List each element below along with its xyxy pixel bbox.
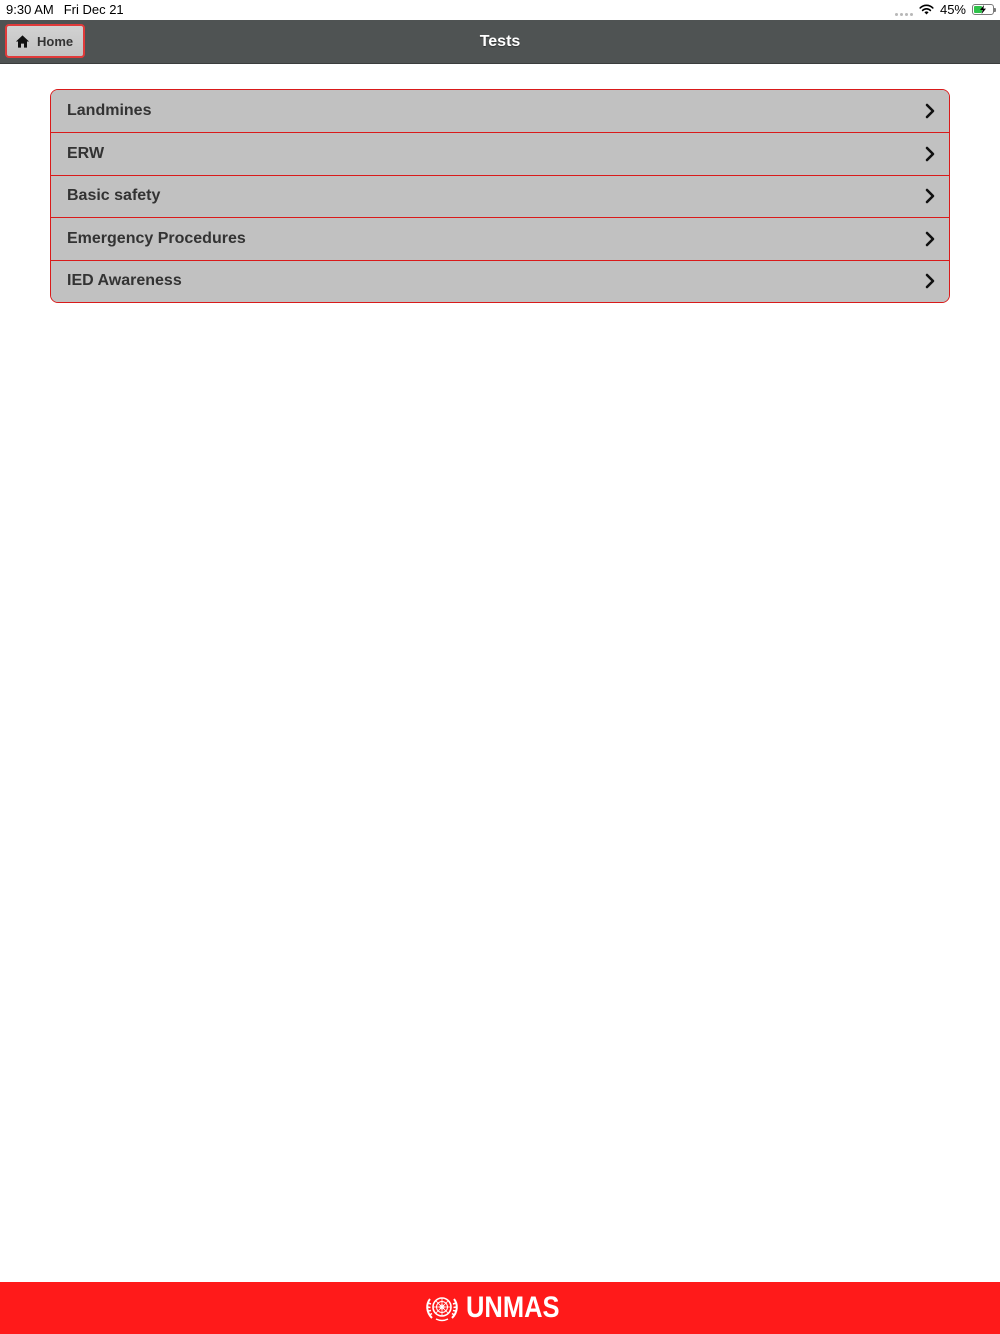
list-item-label: Emergency Procedures xyxy=(67,229,246,247)
status-time: 9:30 AM xyxy=(6,2,54,17)
battery-percent: 45% xyxy=(939,2,966,17)
unmas-logo-text: UNMAS xyxy=(466,1291,560,1324)
chevron-right-icon xyxy=(925,231,935,247)
footer-banner xyxy=(0,1282,1000,1334)
nav-bar xyxy=(0,20,1000,64)
chevron-right-icon xyxy=(925,188,935,204)
charging-bolt-icon xyxy=(979,5,987,14)
list-item-label: Basic safety xyxy=(67,187,161,205)
list-item-label: IED Awareness xyxy=(67,272,182,290)
list-item-ied-awareness[interactable] xyxy=(51,260,949,302)
list-item-landmines[interactable] xyxy=(51,90,949,132)
list-item-label: Landmines xyxy=(67,102,152,120)
status-date: Fri Dec 21 xyxy=(63,2,124,17)
chevron-right-icon xyxy=(925,273,935,289)
status-left xyxy=(6,2,124,17)
list-item-basic-safety[interactable] xyxy=(51,175,949,217)
status-right xyxy=(895,2,994,17)
tests-list xyxy=(50,89,950,303)
home-button-label: Home xyxy=(37,33,74,49)
un-emblem-icon xyxy=(424,1293,460,1323)
list-item-label: ERW xyxy=(67,145,105,163)
wifi-icon xyxy=(919,4,934,15)
list-item-erw[interactable] xyxy=(51,132,949,174)
chevron-right-icon xyxy=(925,146,935,162)
cellular-signal-icon xyxy=(895,4,913,16)
home-icon xyxy=(15,34,30,49)
home-button[interactable] xyxy=(5,24,85,58)
battery-charging-icon xyxy=(972,4,994,15)
chevron-right-icon xyxy=(925,103,935,119)
page-title: Tests xyxy=(479,33,521,50)
status-bar xyxy=(0,0,1000,20)
list-item-emergency-procedures[interactable] xyxy=(51,217,949,259)
